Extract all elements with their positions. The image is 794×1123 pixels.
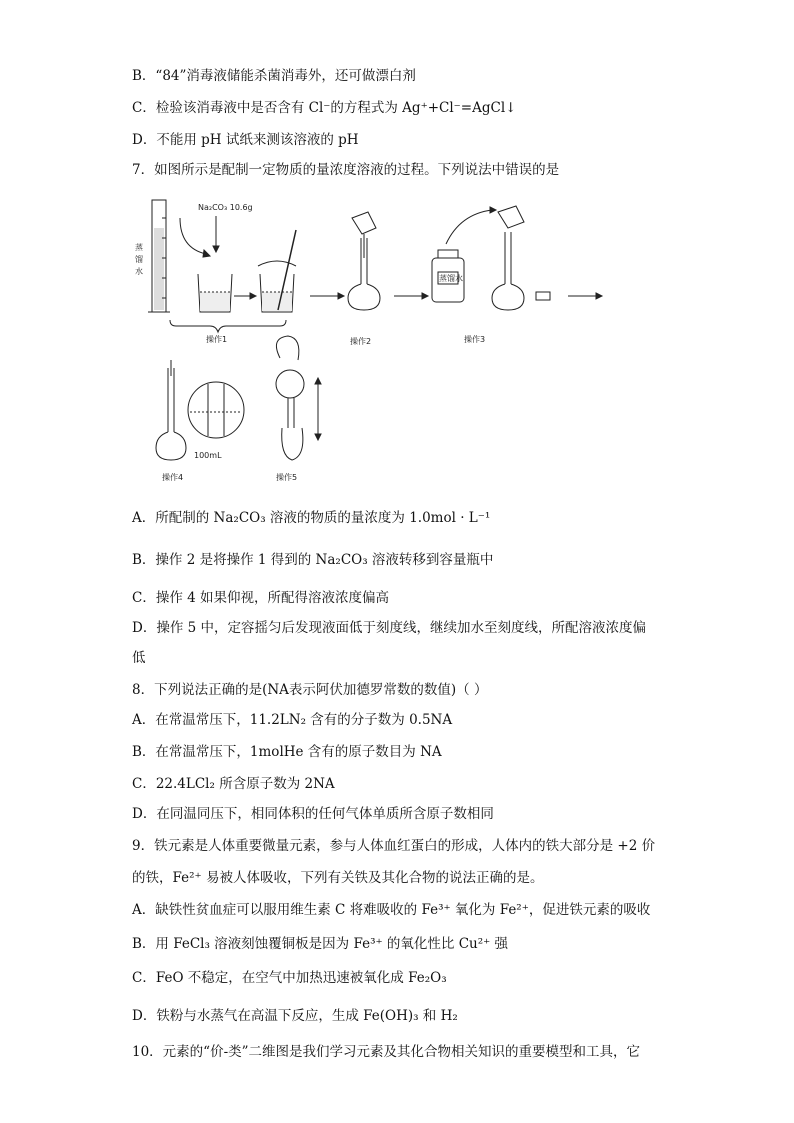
q9-option-c: C．FeO 不稳定，在空气中加热迅速被氧化成 Fe₂O₃ — [132, 970, 447, 986]
q8-option-a: A．在常温常压下，11.2LN₂ 含有的分子数为 0.5NA — [132, 712, 453, 728]
operation-4-label: 操作4 — [162, 473, 184, 482]
shaking-flask — [276, 336, 321, 460]
volumetric-flask-3 — [156, 360, 244, 460]
bottle-label: 蒸馏水 — [439, 274, 463, 283]
q9-stem-line1: 9．铁元素是人体重要微量元素，参与人体血红蛋白的形成，人体内的铁大部分是 +2 价 — [132, 838, 656, 854]
q9-option-d: D．铁粉与水蒸气在高温下反应，生成 Fe(OH)₃ 和 H₂ — [132, 1008, 458, 1024]
graduated-cylinder — [148, 200, 170, 312]
distilled-water-bottle — [432, 250, 464, 302]
solution-preparation-figure — [130, 188, 630, 498]
operation-2-label: 操作2 — [350, 337, 372, 346]
operation-5-label: 操作5 — [276, 473, 298, 482]
q8-stem: 8．下列说法正确的是(NA表示阿伏加德罗常数的数值)（ ） — [132, 682, 488, 698]
q9-stem-line2: 的铁，Fe²⁺ 易被人体吸收，下列有关铁及其化合物的说法正确的是。 — [132, 870, 544, 886]
volumetric-flask-2 — [492, 206, 524, 310]
q9-option-b: B．用 FeCl₃ 溶液刻蚀覆铜板是因为 Fe³⁺ 的氧化性比 Cu²⁺ 强 — [132, 936, 509, 952]
q6-option-c: C．检验该消毒液中是否含有 Cl⁻的方程式为 Ag⁺+Cl⁻=AgCl↓ — [132, 100, 517, 116]
q7-option-c: C．操作 4 如果仰视，所配得溶液浓度偏高 — [132, 590, 390, 606]
q7-option-b: B．操作 2 是将操作 1 得到的 Na₂CO₃ 溶液转移到容量瓶中 — [132, 552, 494, 568]
q6-option-b: B．“84”消毒液储能杀菌消毒外，还可做漂白剂 — [132, 68, 416, 84]
q7-option-d-line2: 低 — [132, 650, 146, 666]
volumetric-flask-1 — [348, 212, 380, 310]
q8-option-d: D．在同温同压下，相同体积的任何气体单质所含原子数相同 — [132, 806, 494, 822]
water-label-1: 蒸 — [135, 243, 143, 252]
q7-option-a: A．所配制的 Na₂CO₃ 溶液的物质的量浓度为 1.0mol · L⁻¹ — [132, 510, 491, 526]
water-label-3: 水 — [135, 267, 143, 276]
q6-option-d: D．不能用 pH 试纸来测该溶液的 pH — [132, 132, 359, 148]
q8-option-b: B．在常温常压下，1molHe 含有的原子数目为 NA — [132, 744, 442, 760]
q7-option-d-line1: D．操作 5 中，定容摇匀后发现液面低于刻度线，继续加水至刻度线，所配溶液浓度偏 — [132, 620, 646, 636]
stopper — [536, 292, 550, 300]
beaker-1 — [198, 274, 232, 312]
operation-1-label: 操作1 — [206, 335, 228, 344]
operation-3-label: 操作3 — [464, 335, 486, 344]
q7-stem: 7．如图所示是配制一定物质的量浓度溶液的过程。下列说法中错误的是 — [132, 162, 560, 178]
reagent-label: Na₂CO₃ 10.6g — [198, 203, 253, 212]
volume-label: 100mL — [194, 451, 222, 460]
q9-option-a: A．缺铁性贫血症可以服用维生素 C 将难吸收的 Fe³⁺ 氧化为 Fe²⁺，促进铁元素的吸收 — [132, 902, 651, 918]
beaker-2 — [258, 230, 296, 312]
water-label-2: 馏 — [135, 255, 143, 264]
q8-option-c: C．22.4LCl₂ 所含原子数为 2NA — [132, 776, 335, 792]
q10-stem: 10．元素的“价-类”二维图是我们学习元素及其化合物相关知识的重要模型和工具，它 — [132, 1044, 641, 1060]
